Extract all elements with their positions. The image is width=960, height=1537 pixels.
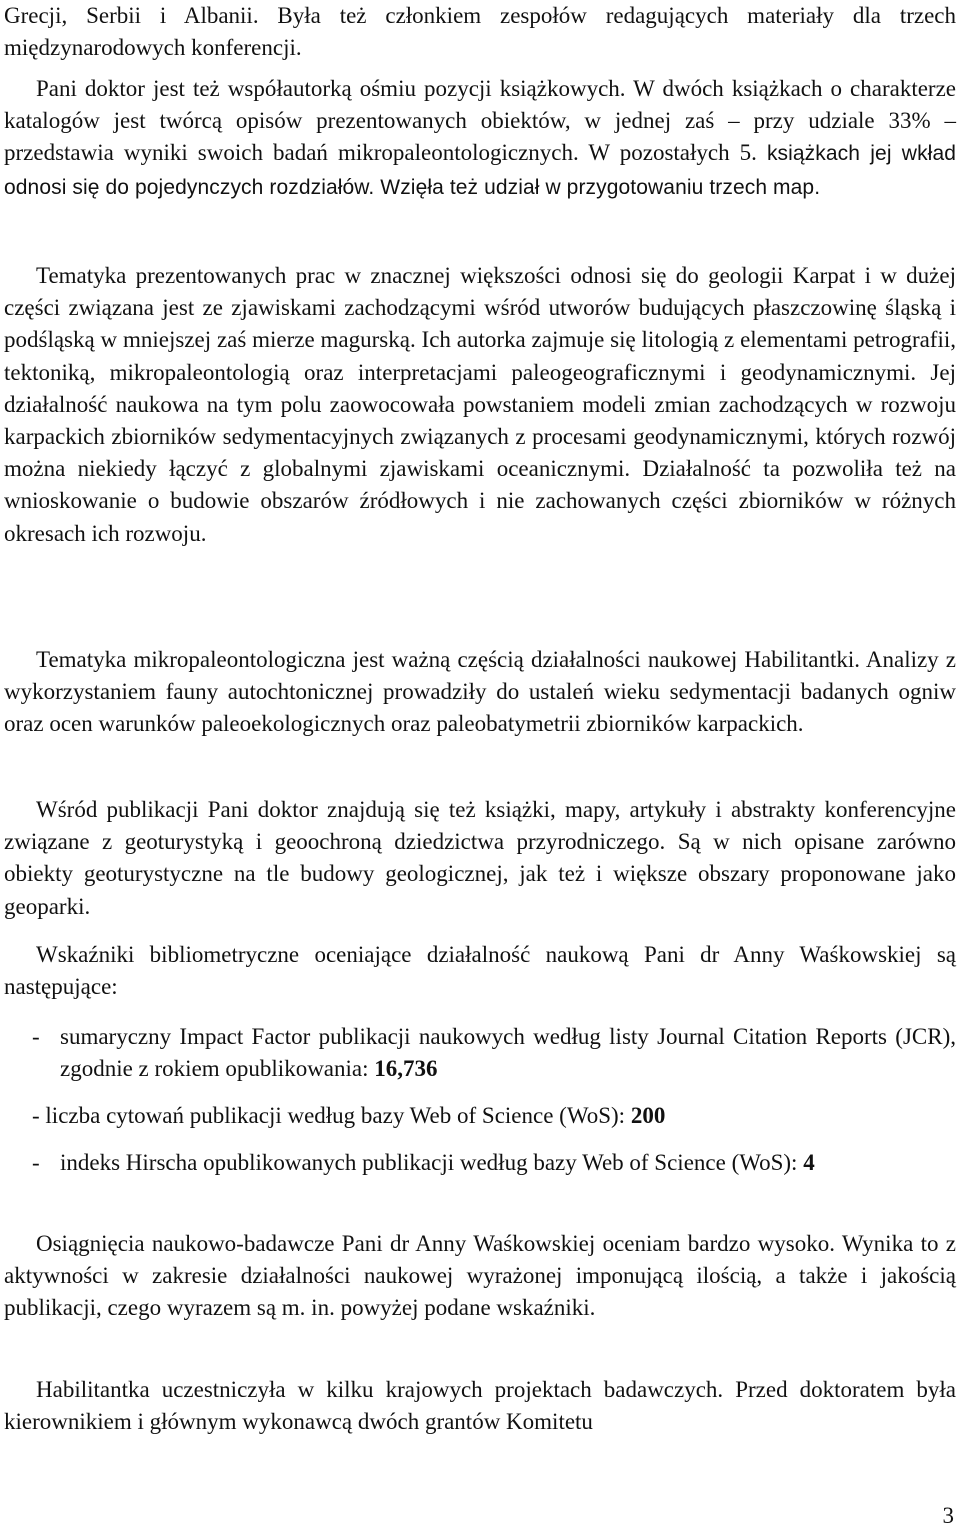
paragraph-assessment: Osiągnięcia naukowo-badawcze Pani dr Anny Waśkowskiej oceniam bardzo wysoko. Wynika to z aktywności w zakresie działalności naukowej wyrażonej imponującą ilością, a także i jakością publikacji, czego wyrazem są m. in. powyżej podane wskaźniki. bbox=[4, 1231, 956, 1321]
list-item-citations bbox=[4, 1100, 956, 1132]
paragraph-books-part2: książkach jej wkład odnosi się do pojedynczych rozdziałów. Wzięła też udział w przygotowaniu trzech map. bbox=[4, 142, 956, 199]
list-item-text bbox=[60, 1021, 956, 1085]
indicator-label: liczba cytowań publikacji według bazy Web of Science (WoS): bbox=[45, 1103, 631, 1128]
paragraph-bibliometrics-intro: Wskaźniki bibliometryczne oceniające działalność naukową Pani dr Anny Waśkowskiej są następujące: bbox=[4, 942, 956, 1000]
indicator-value: 16,736 bbox=[374, 1056, 438, 1082]
paragraph-continuation: Grecji, Serbii i Albanii. Była też członkiem zespołów redagujących materiały dla trzech międzynarodowych konferencji. bbox=[4, 3, 956, 61]
page-number: 3 bbox=[942, 1503, 954, 1528]
paragraph-projects: Habilitantka uczestniczyła w kilku krajowych projektach badawczych. Przed doktoratem była kierownikiem i głównym wykonawcą dwóch grantów Komitetu bbox=[4, 1377, 956, 1435]
list-dash: - bbox=[32, 1103, 40, 1128]
list-dash: - bbox=[32, 1024, 40, 1049]
paragraph-micropaleontology: Tematyka mikropaleontologiczna jest ważną częścią działalności naukowej Habilitantki. Analizy z wykorzystaniem fauny autochtonicznej prowadziły do ustaleń wieku sedymentacji badanych ogniw oraz ocen warunków paleoekologicznych oraz paleobatymetrii zbiorników karpackich. bbox=[4, 647, 956, 737]
paragraph-geotourism: Wśród publikacji Pani doktor znajdują się też książki, mapy, artykuły i abstrakty konferencyjne związane z geoturystyką i geoochroną dziedzictwa przyrodniczego. Są w nich opisane zarówno obiekty geoturystyczne na tle budowy geologicznej, jak też i większe obszary proponowane jako geoparki. bbox=[4, 797, 956, 919]
indicator-value: 4 bbox=[803, 1150, 815, 1175]
paragraph-books-part1: Pani doktor jest też współautorką ośmiu pozycji książkowych. W dwóch książkach o charakterze katalogów jest twórcą opisów prezentowanych obiektów, w jednej zaś – przy udziale 33% – przedstawia wyniki swoich badań mikropaleontologicznych. W pozostałych 5. bbox=[4, 76, 956, 166]
indicator-value: 200 bbox=[630, 1103, 666, 1128]
indicator-label: sumaryczny Impact Factor publikacji naukowych według listy Journal Citation Reports (JCR), zgodnie z rokiem opublikowania: bbox=[60, 1024, 956, 1082]
list-item-hirsch-index bbox=[4, 1147, 956, 1179]
list-item-impact-factor bbox=[4, 1021, 956, 1085]
paragraph-topics: Tematyka prezentowanych prac w znacznej większości odnosi się do geologii Karpat i w dużej części związana jest ze zjawiskami zachodzącymi wśród utworów budujących płaszczowinę śląską i podśląską w mniejszej zaś mierze magurską. Ich autorka zajmuje się litologią z elementami petrografii, tektoniką, mikropaleontologią oraz interpretacjami paleogeograficznymi i geodynamicznymi. Jej działalność naukowa na tym polu zaowocowała powstaniem modeli zmian zachodzących w rozwoju karpackich zbiorników sedymentacyjnych związanych z procesami geodynamicznymi, których rozwój można niekiedy łączyć z globalnymi zjawiskami oceanicznymi. Działalność ta pozwoliła też na wnioskowanie o budowie obszarów źródłowych i nie zachowanych części zbiorników w różnych okresach ich rozwoju. bbox=[4, 263, 956, 546]
list-item-text bbox=[32, 1100, 956, 1132]
list-dash: - bbox=[32, 1150, 40, 1175]
paragraph-books bbox=[4, 73, 956, 204]
list-item-text bbox=[60, 1147, 956, 1179]
indicator-label: indeks Hirscha opublikowanych publikacji według bazy Web of Science (WoS): bbox=[60, 1150, 804, 1175]
